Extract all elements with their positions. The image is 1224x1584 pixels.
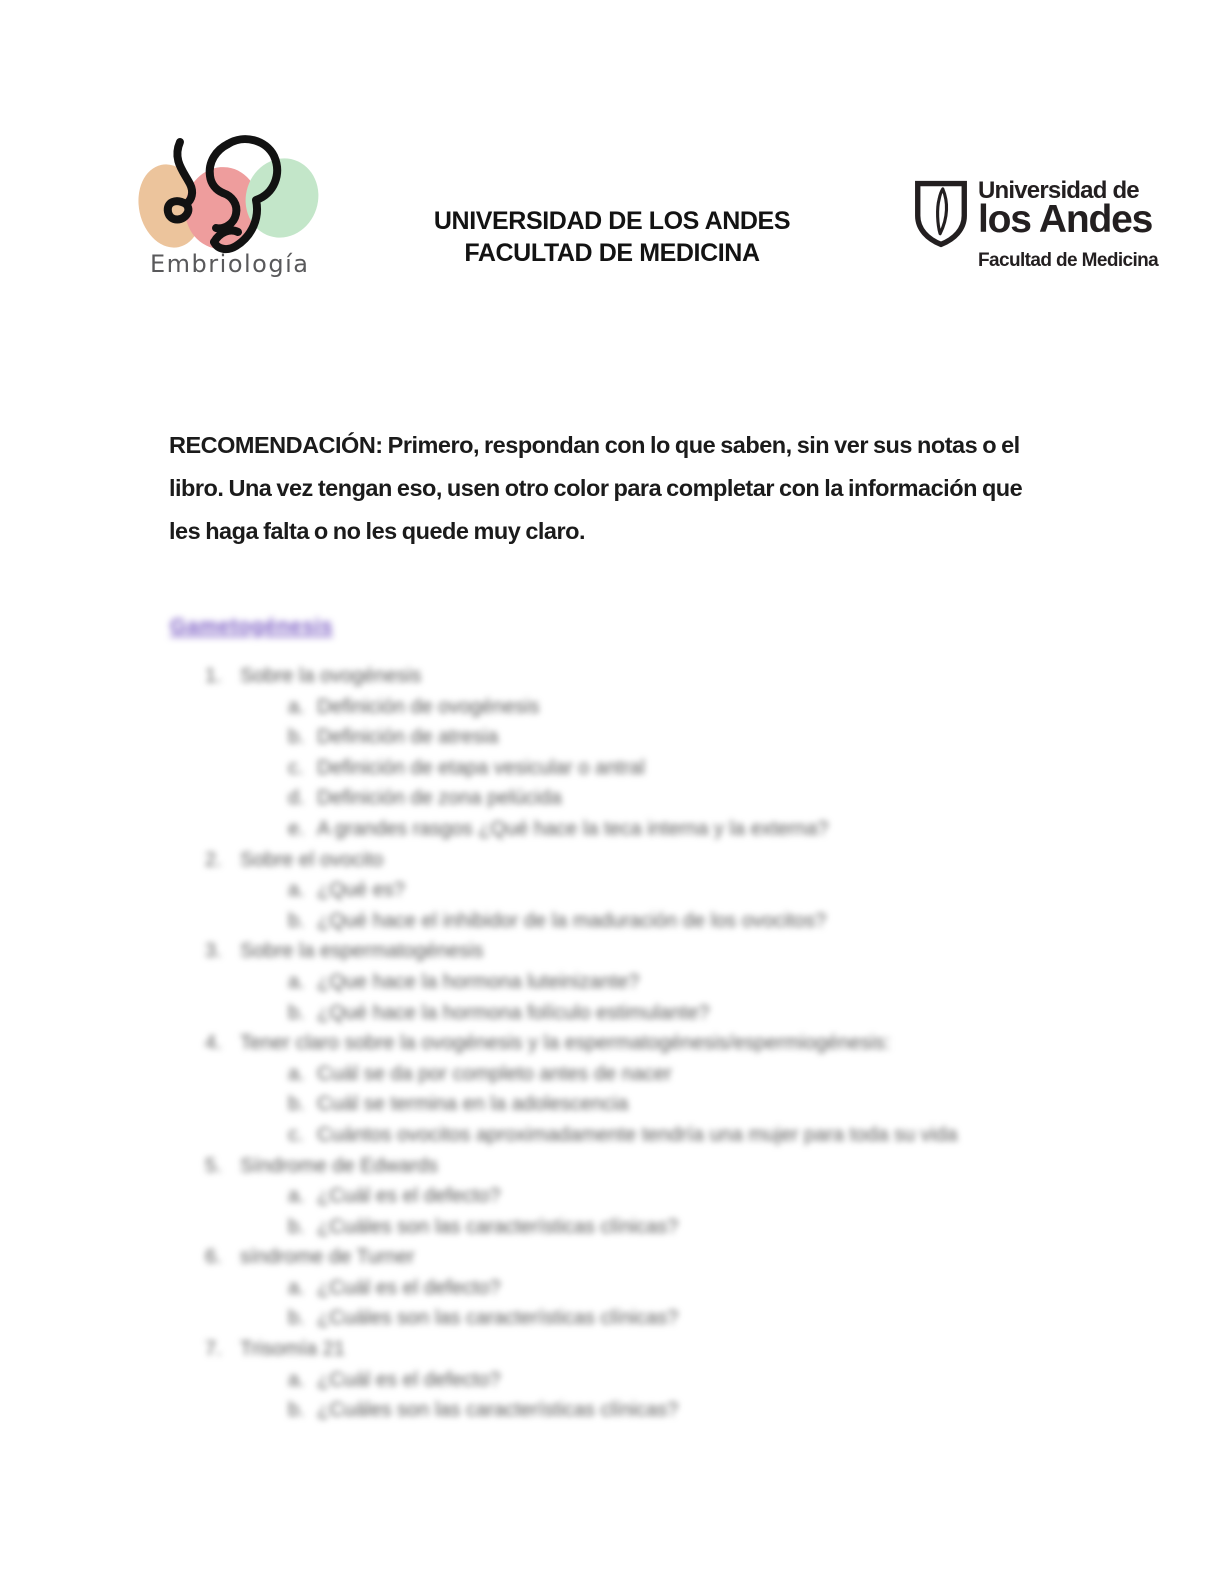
- subitem-text: ¿Cuáles son las características clínicas?: [317, 1399, 679, 1422]
- shield-icon: [913, 180, 969, 248]
- subitem-text: ¿Cuál es el defecto?: [317, 1276, 501, 1299]
- list-subitem: [288, 1395, 1105, 1426]
- subitem-text: ¿Qué hace el inhibidor de la maduración de los ovocitos?: [317, 909, 827, 932]
- recommendation-line: les haga falta o no les quede muy claro.: [169, 518, 586, 544]
- subitem-letter: a.: [288, 1276, 305, 1299]
- list-subitem: [288, 1120, 1105, 1151]
- header-line-2: FACULTAD DE MEDICINA: [464, 239, 760, 267]
- subitem-letter: e.: [288, 817, 305, 840]
- subitem-letter: c.: [288, 1123, 304, 1146]
- subitem-text: ¿Qué es?: [317, 879, 405, 902]
- subitem-letter: b.: [288, 1399, 305, 1422]
- list-item: [205, 1028, 1105, 1059]
- subitem-letter: b.: [288, 1307, 305, 1330]
- embriologia-wordmark: Embriología: [150, 250, 310, 278]
- list-subitem: [288, 1181, 1105, 1212]
- item-number: 7.: [205, 1338, 222, 1361]
- list-item: [205, 1242, 1105, 1273]
- subitem-text: Cuál se termina en la adolescencia: [317, 1093, 629, 1116]
- question-list: [205, 661, 1105, 1426]
- list-item: [205, 1334, 1105, 1365]
- subitem-letter: d.: [288, 787, 305, 810]
- subitem-text: ¿Que hace la hormona luteinizante?: [317, 970, 640, 993]
- subitem-letter: b.: [288, 1215, 305, 1238]
- recommendation-line: RECOMENDACIÓN: Primero, respondan con lo que saben, sin ver sus notas o el: [169, 432, 1020, 458]
- subitem-text: Cuántos ovocitos aproximadamente tendría una mujer para toda su vida: [317, 1123, 958, 1146]
- item-text: Síndrome de Edwards: [240, 1154, 438, 1177]
- uniandes-name-top: Universidad de: [978, 177, 1139, 204]
- subitem-letter: a.: [288, 1062, 305, 1085]
- list-subitem: [288, 692, 1105, 723]
- list-subitem: [288, 1365, 1105, 1396]
- section-title: Gametogénesis: [170, 615, 333, 638]
- list-item: [205, 661, 1105, 692]
- uniandes-name-main: los Andes: [978, 198, 1153, 241]
- item-text: Tener claro sobre la ovogénesis y la espermatogénesis/espermiogénesis:: [240, 1032, 891, 1055]
- list-subitem: [288, 1303, 1105, 1334]
- header-line-1: UNIVERSIDAD DE LOS ANDES: [433, 207, 791, 235]
- list-subitem: [288, 875, 1105, 906]
- subitem-text: Definición de etapa vesicular o antral: [317, 756, 645, 779]
- subitem-text: ¿Cuál es el defecto?: [317, 1185, 501, 1208]
- item-number: 1.: [205, 665, 222, 687]
- subitem-letter: b.: [288, 1093, 305, 1116]
- subitem-letter: a.: [288, 1185, 305, 1208]
- subitem-text: Cuál se da por completo antes de nacer: [317, 1062, 672, 1085]
- list-subitem: [288, 1273, 1105, 1304]
- subitem-text: A grandes rasgos ¿Qué hace la teca interna y la externa?: [317, 817, 829, 840]
- item-number: 2.: [205, 848, 222, 871]
- list-subitem: [288, 998, 1105, 1029]
- item-text: síndrome de Turner: [240, 1246, 415, 1269]
- list-subitem: [288, 814, 1105, 845]
- uniandes-logo: [913, 178, 1158, 272]
- subitem-text: Definición de atresia: [317, 726, 499, 749]
- subitem-letter: a.: [288, 879, 305, 902]
- item-text: Trisomía 21: [240, 1338, 345, 1361]
- list-item: [205, 845, 1105, 876]
- list-subitem: [288, 1059, 1105, 1090]
- list-subitem: [288, 783, 1105, 814]
- item-number: 6.: [205, 1246, 222, 1269]
- subitem-letter: c.: [288, 756, 304, 779]
- subitem-text: Definición de zona pelúcida: [317, 787, 562, 810]
- faculty-label: Facultad de Medicina: [978, 250, 1159, 271]
- list-subitem: [288, 753, 1105, 784]
- recommendation-line: libro. Una vez tengan eso, usen otro color para completar con la información que: [169, 475, 1023, 501]
- item-text: Sobre la espermatogénesis: [240, 940, 484, 963]
- subitem-text: ¿Cuáles son las características clínicas?: [317, 1307, 679, 1330]
- list-subitem: [288, 1212, 1105, 1243]
- recommendation-paragraph: [169, 424, 1069, 553]
- list-subitem: [288, 967, 1105, 998]
- subitem-letter: b.: [288, 726, 305, 749]
- list-subitem: [288, 1089, 1105, 1120]
- list-item: [205, 1151, 1105, 1182]
- subitem-letter: b.: [288, 1001, 305, 1024]
- subitem-text: ¿Qué hace la hormona folículo estimulante?: [317, 1001, 710, 1024]
- subitem-letter: b.: [288, 909, 305, 932]
- subitem-text: ¿Cuáles son las características clínicas?: [317, 1215, 679, 1238]
- subitem-letter: a.: [288, 695, 305, 718]
- item-number: 4.: [205, 1032, 222, 1055]
- subitem-text: ¿Cuál es el defecto?: [317, 1368, 501, 1391]
- list-item: [205, 936, 1105, 967]
- item-number: 5.: [205, 1154, 222, 1177]
- list-subitem: [288, 906, 1105, 937]
- subitem-letter: a.: [288, 970, 305, 993]
- list-subitem: [288, 722, 1105, 753]
- subitem-text: Definición de ovogénesis: [317, 695, 540, 718]
- subitem-letter: a.: [288, 1368, 305, 1391]
- item-number: 3.: [205, 940, 222, 963]
- item-text: Sobre el ovocito: [240, 848, 384, 871]
- item-text: Sobre la ovogénesis: [240, 665, 422, 687]
